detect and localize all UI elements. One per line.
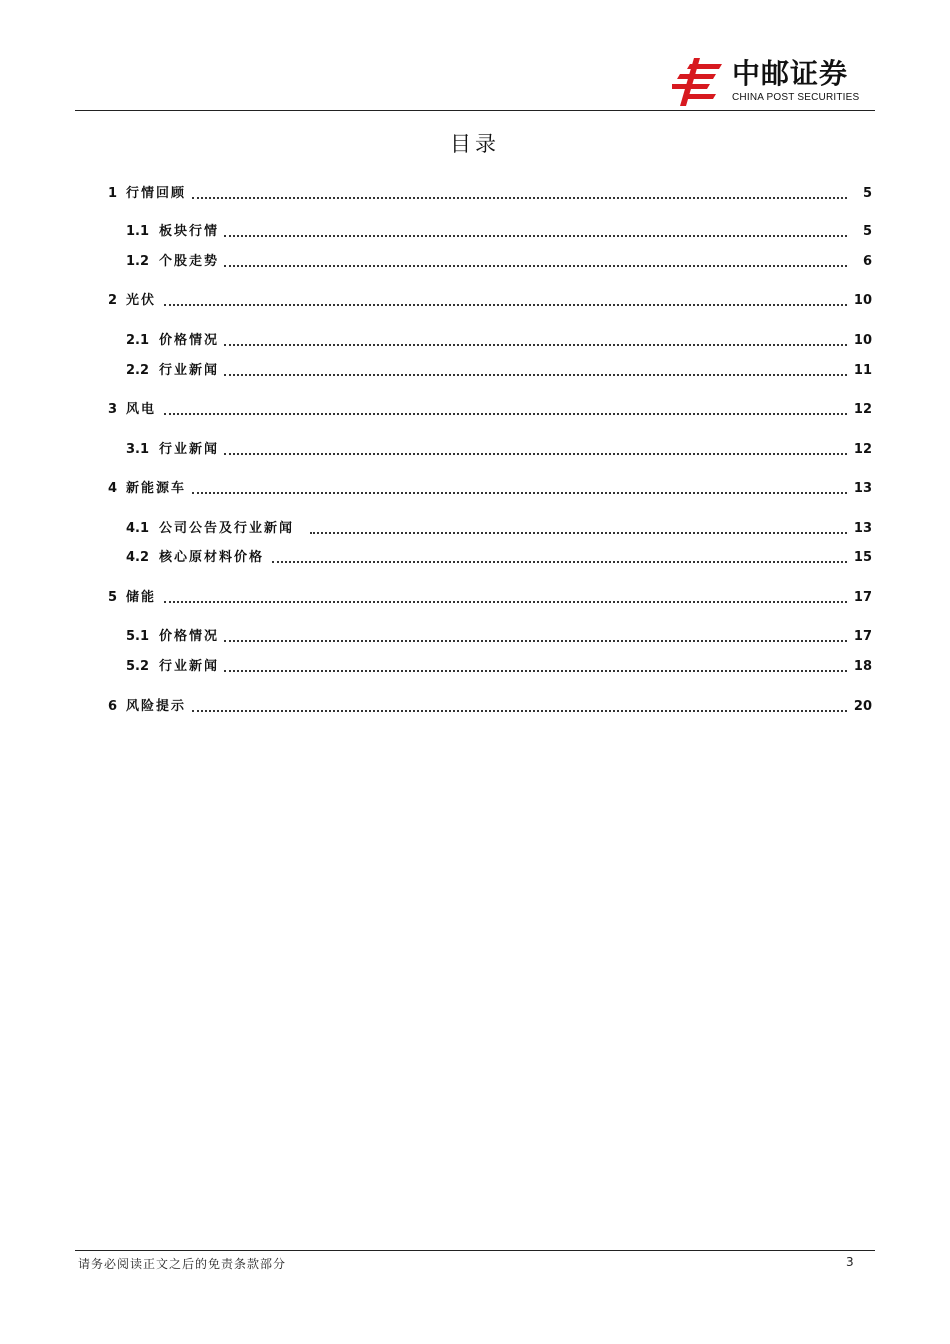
toc-dot-leader	[224, 374, 847, 376]
toc-entry-number: 3.1	[126, 442, 150, 457]
toc-entry-label: 新能源车	[126, 481, 187, 496]
toc-dot-leader	[224, 670, 847, 672]
toc-entry-page: 20	[853, 699, 872, 714]
toc-dot-leader	[192, 492, 847, 494]
toc-entry[interactable]	[0, 184, 950, 204]
toc-entry-page: 18	[853, 659, 872, 674]
toc-entry-page: 5	[862, 186, 872, 201]
toc-entry-number: 4.1	[126, 521, 150, 536]
logo-chinese-name: 中邮证券	[732, 57, 849, 90]
toc-dot-leader	[224, 235, 847, 237]
page-number: 3	[846, 1255, 854, 1269]
toc-entry-number: 4	[108, 481, 118, 496]
footer-divider	[75, 1250, 875, 1251]
toc-entry-label: 价格情况	[159, 333, 220, 348]
toc-entry-label: 光伏	[126, 293, 157, 308]
toc-entry[interactable]	[0, 361, 950, 381]
toc-entry-label: 价格情况	[159, 629, 220, 644]
toc-entry-label: 公司公告及行业新闻	[159, 521, 295, 536]
toc-entry-page: 5	[862, 224, 872, 239]
toc-dot-leader	[164, 304, 847, 306]
toc-entry[interactable]	[0, 657, 950, 677]
toc-entry-page: 15	[853, 550, 872, 565]
toc-entry-label: 风电	[126, 402, 157, 417]
toc-dot-leader	[164, 601, 847, 603]
toc-entry-page: 12	[853, 442, 872, 457]
toc-entry[interactable]	[0, 400, 950, 420]
toc-title: 目录	[450, 132, 500, 156]
toc-dot-leader	[224, 344, 847, 346]
toc-entry-label: 核心原材料价格	[159, 550, 265, 565]
toc-entry-number: 2	[108, 293, 118, 308]
toc-entry-page: 6	[862, 254, 872, 269]
toc-entry-page: 11	[853, 363, 872, 378]
disclaimer-note: 请务必阅读正文之后的免责条款部分	[78, 1257, 287, 1271]
toc-entry-number: 5.2	[126, 659, 150, 674]
toc-dot-leader	[272, 561, 847, 563]
toc-entry[interactable]	[0, 222, 950, 242]
toc-dot-leader	[192, 710, 847, 712]
toc-dot-leader	[164, 413, 847, 415]
toc-entry[interactable]	[0, 479, 950, 499]
toc-entry[interactable]	[0, 519, 950, 539]
toc-entry-number: 6	[108, 699, 118, 714]
toc-entry-page: 10	[853, 293, 872, 308]
toc-entry[interactable]	[0, 331, 950, 351]
logo-english-name: CHINA POST SECURITIES	[732, 92, 860, 103]
toc-entry-label: 行情回顾	[126, 186, 187, 201]
toc-entry-number: 4.2	[126, 550, 150, 565]
toc-entry-page: 17	[853, 590, 872, 605]
toc-entry-number: 1	[108, 186, 118, 201]
toc-entry-page: 13	[853, 481, 872, 496]
toc-entry-number: 5	[108, 590, 118, 605]
toc-entry[interactable]	[0, 548, 950, 568]
toc-entry-number: 5.1	[126, 629, 150, 644]
toc-entry-label: 行业新闻	[159, 442, 220, 457]
toc-entry-label: 行业新闻	[159, 659, 220, 674]
toc-entry-number: 2.2	[126, 363, 150, 378]
toc-entry-number: 1.2	[126, 254, 150, 269]
toc-entry-label: 储能	[126, 590, 157, 605]
toc-entry[interactable]	[0, 627, 950, 647]
toc-dot-leader	[192, 197, 847, 199]
toc-entry[interactable]	[0, 697, 950, 717]
toc-dot-leader	[224, 265, 847, 267]
toc-entry-page: 13	[853, 521, 872, 536]
toc-dot-leader	[310, 532, 847, 534]
toc-entry-page: 10	[853, 333, 872, 348]
toc-entry-label: 风险提示	[126, 699, 187, 714]
toc-dot-leader	[224, 640, 847, 642]
toc-entry[interactable]	[0, 252, 950, 272]
toc-entry-page: 12	[853, 402, 872, 417]
toc-entry-label: 板块行情	[159, 224, 220, 239]
toc-entry-page: 17	[853, 629, 872, 644]
toc-entry-label: 行业新闻	[159, 363, 220, 378]
toc-entry[interactable]	[0, 588, 950, 608]
toc-entry[interactable]	[0, 291, 950, 311]
toc-entry-number: 3	[108, 402, 118, 417]
toc-entry-label: 个股走势	[159, 254, 220, 269]
toc-dot-leader	[224, 453, 847, 455]
toc-entry[interactable]	[0, 440, 950, 460]
toc-entry-number: 1.1	[126, 224, 150, 239]
toc-entry-number: 2.1	[126, 333, 150, 348]
